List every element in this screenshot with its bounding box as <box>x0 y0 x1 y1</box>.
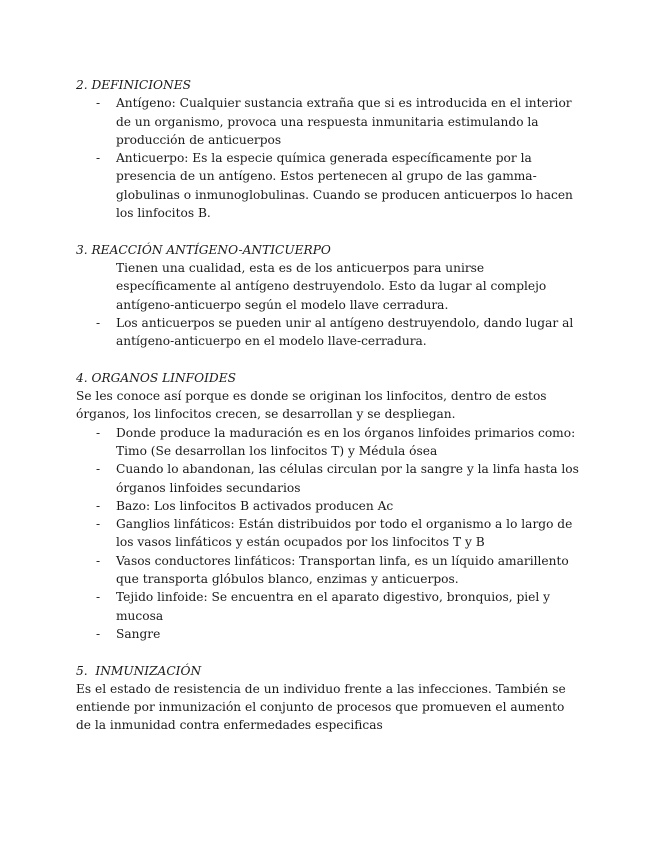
list-item: - Cuando lo abandonan, las células circulan por la sangre y la linfa hasta los órganos linfoides secundarios <box>76 460 581 497</box>
section-heading: 3. REACCIÓN ANTÍGENO-ANTICUERPO <box>76 242 331 257</box>
section-heading: 2. DEFINICIONES <box>76 78 191 92</box>
list-item: - Tejido linfoide: Se encuentra en el aparato digestivo, bronquios, piel y mucosa <box>76 588 581 625</box>
section-heading: 5. INMUNIZACIÓN <box>76 663 202 678</box>
document-content <box>76 76 581 735</box>
list-item: - Vasos conductores linfáticos: Transportan linfa, es un líquido amarillento que transporta glóbulos blanco, enzimas y anticuerpos. <box>76 552 581 589</box>
reaction-list <box>76 314 581 351</box>
list-item: - Anticuerpo: Es la especie química generada específicamente por la presencia de un antígeno. Estos pertenecen al grupo de las gamma-globulinas o inmunoglobulinas. Cuando se producen anticuerpos lo hacen los linfocitos B. <box>76 149 581 222</box>
section-intro: Es el estado de resistencia de un individuo frente a las infecciones. También se entiende por inmunización el conjunto de procesos que promueven el aumento de la inmunidad contra enfermedades especificas <box>76 681 566 733</box>
spacer <box>76 350 581 368</box>
list-item: - Antígeno: Cualquier sustancia extraña que si es introducida en el interior de un organismo, provoca una respuesta inmunitaria estimulando la producción de anticuerpos <box>76 94 581 149</box>
section-intro: Tienen una cualidad, esta es de los anticuerpos para unirse específicamente al antígeno destruyendolo. Esto da lugar al complejo antígeno-anticuerpo según el modelo llave cerradura. <box>116 260 547 312</box>
spacer <box>76 643 581 661</box>
list-item: - Los anticuerpos se pueden unir al antígeno destruyendolo, dando lugar al antígeno-anticuerpo en el modelo llave-cerradura. <box>76 314 581 351</box>
list-item: - Sangre <box>76 625 581 643</box>
organs-list <box>76 424 581 644</box>
section-heading: 4. ORGANOS LINFOIDES <box>76 370 236 385</box>
list-item: - Ganglios linfáticos: Están distribuidos por todo el organismo a lo largo de los vasos linfáticos y están ocupados por los linfocitos T y B <box>76 515 581 552</box>
list-item: - Bazo: Los linfocitos B activados producen Ac <box>76 497 581 515</box>
section-definiciones <box>76 76 581 222</box>
section-organos <box>76 369 581 643</box>
section-intro: Se les conoce así porque es donde se originan los linfocitos, dentro de estos órganos, los linfocitos crecen, se desarrollan y se despliegan. <box>76 389 547 422</box>
spacer <box>76 222 581 240</box>
list-item: - Donde produce la maduración es en los órganos linfoides primarios como: Timo (Se desarrollan los linfocitos T) y Médula ósea <box>76 424 581 461</box>
section-reaccion <box>76 241 581 351</box>
section-inmunizacion <box>76 662 581 735</box>
definitions-list <box>76 94 581 222</box>
